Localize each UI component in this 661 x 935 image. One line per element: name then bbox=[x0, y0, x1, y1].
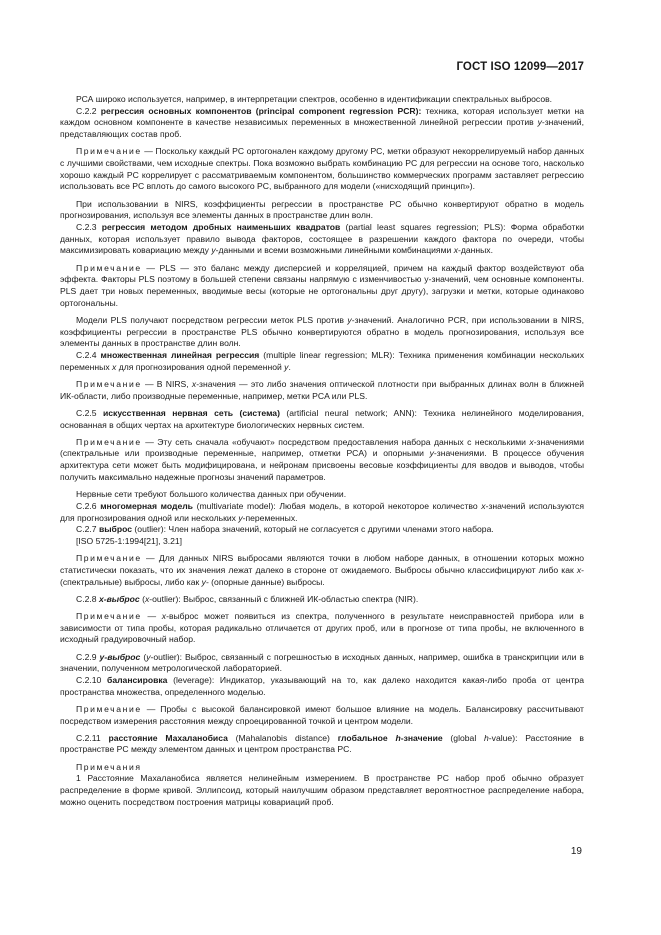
term-pcr: регрессия основных компонентов (principal component regression PCR): bbox=[100, 105, 422, 116]
note-pcr: Примечание — Поскольку каждый PC ортогонален каждому другому PC, метки образуют некоррелируемый набор данных с лучшими свойствами, чем исходные спектры. Пока возможно выбрать комбинацию PC для регрессии на основе того, насколько хорошо каждый PC коррелирует с рассматриваемым компонентом, большинство коммерческих программ заставляет регрессию использовать все PC вплоть до самого высокого PC, выбранного для модели («нисходящий принцип»). bbox=[60, 146, 584, 192]
term-pls: регрессия методом дробных наименьших квадратов bbox=[101, 222, 341, 233]
note-mahalanobis-1: 1 Расстояние Махаланобиса является нелинейным измерением. В пространстве PC набор проб обычно образует распределение в форме кривой. Эллипсоид, который наилучшим образом представляет вероятностное распределение набора, можно оценить посредством построения матрицы ковариаций проб. bbox=[60, 773, 584, 807]
note-pls: Примечание — PLS — это баланс между дисперсией и корреляцией, причем на каждый фактор воздействуют оба эффекта. Факторы PLS поэтому в большей степени связаны напрямую с изменчивостью у-значений, чем основные компоненты. PLS дает три новых переменных, вводимые весы (которые не ортогональны друг другу), загрузки и метки, которые одинаково ортогональны. bbox=[60, 262, 584, 308]
paragraph-pca-usage: РСА широко используется, например, в интерпретации спектров, особенно в идентификации спектральных выбросов. bbox=[76, 94, 553, 104]
note-leverage: Примечание — Пробы с высокой балансировкой имеют большое влияние на модель. Балансировку рассчитывают посредством измерения расстояния между спроецированной точкой и центром модели. bbox=[60, 703, 584, 726]
term-mlr: множественная линейная регрессия bbox=[100, 350, 260, 361]
reference-iso-5725: [ISO 5725-1:1994[21], 3.21] bbox=[76, 535, 183, 546]
term-multivariate: многомерная модель bbox=[100, 500, 193, 511]
clause-c-2-11: С.2.11 расстояние Махаланобиса (Mahalanobis distance) глобальное h-значение (global h-value): Расстояние в пространстве PC между элементом данных и центром пространства PC. bbox=[60, 732, 584, 755]
document-header: ГОСТ ISO 12099—2017 bbox=[456, 61, 584, 73]
clause-c-2-3: С.2.3 регрессия методом дробных наименьших квадратов (partial least squares regression; PLS): Форма обработки данных, которая использует правило вывода факторов, состоящее в разрешении каждого фактора по очереди, чтобы максимизировать ковариацию между у-данными и всеми возможными линейными комбинациями х-данных. bbox=[60, 222, 585, 256]
clause-c-2-7: С.2.7 выброс (outlier): Член набора значений, который не согласуется с другими членами этого набора. bbox=[76, 524, 494, 535]
paragraph-pls-models: Модели PLS получают посредством регрессии меток PLS против у-значений. Аналогично PCR, при использовании в NIRS, коэффициенты регрессии в пространстве PLS обычно конвертируются обратно в модель прогнозирования, используя все элементы данных в пространстве длин волн. bbox=[60, 314, 585, 349]
clause-c-2-9: С.2.9 у-выброс (у-outlier): Выброс, связанный с погрешностью в исходных данных, например, ошибка в транскрипции или в значении, полученном метрологической лабораторией. bbox=[60, 651, 585, 674]
notes-heading: Примечания bbox=[76, 761, 142, 772]
clause-c-2-2: С.2.2 регрессия основных компонентов (principal component regression PCR): техника, которая использует метки на каждом основном компоненте в качестве независимых переменных в множественной линейной регрессии против у-значений, представляющих состав проб. bbox=[60, 105, 584, 140]
clause-c-2-10: С.2.10 балансировка (leverage): Индикатор, указывающий на то, как далеко находится какая-либо проба от центра пространства множества, определенного моделью. bbox=[60, 674, 584, 697]
paragraph-nirs-pc: При использовании в NIRS, коэффициенты регрессии в пространстве PC обычно конвертируют обратно в модель прогнозирования, используя все элементы данных в пространстве длин волн. bbox=[60, 198, 584, 221]
term-y-outlier: у-выброс bbox=[99, 651, 141, 662]
note-outlier: Примечание — Для данных NIRS выбросами являются точки в любом наборе данных, в отношении которых можно статистически показать, что их значения лежат далеко в стороне от ожидаемого. Выбросы обычно классифицируют либо как х- (спектральные) выбросы, либо как у- (опорные данные) выбросы. bbox=[60, 553, 584, 587]
note-label: Примечание bbox=[76, 378, 142, 389]
page-number: 19 bbox=[570, 846, 582, 857]
term-ann: искусственная нервная сеть (система) bbox=[102, 407, 280, 418]
clause-c-2-5: С.2.5 искусственная нервная сеть (система) (artificial neural network; ANN): Техника нелинейного моделирования, основанная в общих чертах на архитектуре биологических нервных систем. bbox=[60, 407, 584, 430]
note-label: Примечание bbox=[76, 703, 142, 714]
term-x-outlier: х-выброс bbox=[98, 593, 140, 604]
term-leverage: балансировка bbox=[107, 674, 168, 685]
note-label: Примечание bbox=[76, 262, 142, 273]
note-label: Примечание bbox=[76, 146, 142, 157]
term-outlier: выброс bbox=[98, 524, 133, 535]
note-label: Примечание bbox=[76, 610, 142, 621]
clause-c-2-4: С.2.4 множественная линейная регрессия (multiple linear regression; MLR): Техника применения комбинации нескольких переменных х для прогнозирования одной переменной у. bbox=[60, 350, 584, 372]
note-label: Примечание bbox=[76, 553, 142, 564]
clause-c-2-8: С.2.8 х-выброс (х-outlier): Выброс, связанный с ближней ИК-областью спектра (NIR). bbox=[76, 593, 419, 604]
note-x-outlier: Примечание — х-выброс может появиться из спектра, полученного в результате неисправностей прибора или в зависимости от типа пробы, которая радикально отличается от других проб, или в прогнозе от типа пробы, не включенного в исходный градуировочный набор. bbox=[60, 610, 584, 645]
paragraph-ann-data: Нервные сети требуют большого количества данных при обучении. bbox=[76, 489, 347, 500]
clause-c-2-6: С.2.6 многомерная модель (multivariate model): Любая модель, в которой некоторое количество х-значений используются для прогнозирования одной или нескольких у-переменных. bbox=[60, 500, 585, 523]
term-mahalanobis: расстояние Махаланобиса bbox=[108, 732, 228, 743]
page-body bbox=[60, 94, 584, 808]
note-label: Примечание bbox=[76, 436, 142, 447]
note-mlr: Примечание — В NIRS, х-значения — это либо значения оптической плотности при выбранных длинах волн в ближней ИК-области, либо производные переменные, например, метки PCA или PLS. bbox=[60, 378, 585, 401]
note-ann: Примечание — Эту сеть сначала «обучают» посредством предоставления набора данных с несколькими х-значениями (спектральные или производные переменные, например, отметки PCA) и опорными у-значениями. В процессе обучения архитектура сети может быть модифицирована, и нейронам присвоены весовые коэффициенты для вводов и выводов, чтобы получить максимально надежные прогнозы значений параметров. bbox=[60, 436, 584, 482]
